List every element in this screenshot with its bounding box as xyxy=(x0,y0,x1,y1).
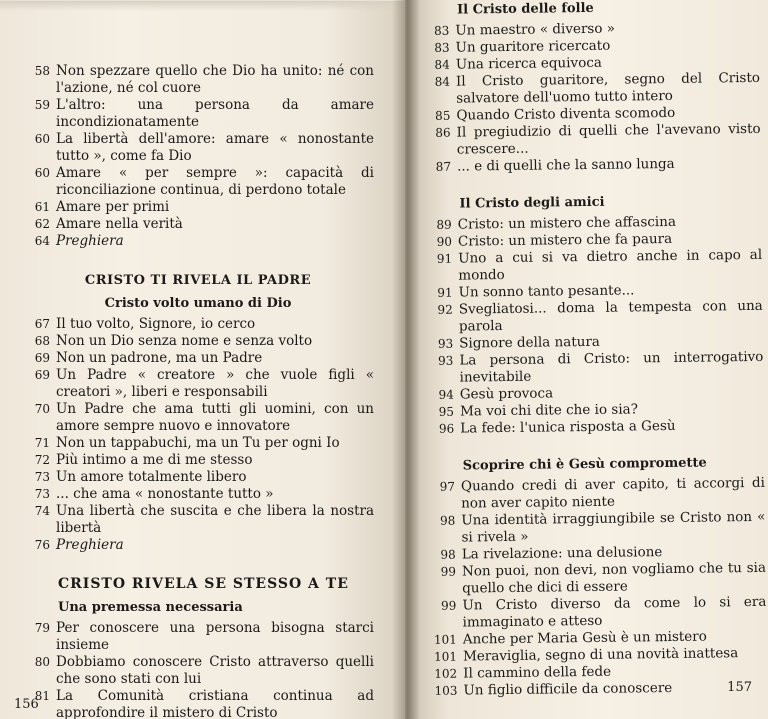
right-toc-column xyxy=(421,0,768,700)
toc-page-number: 83 xyxy=(434,40,450,55)
toc-entry xyxy=(22,199,374,216)
toc-entry xyxy=(22,63,374,97)
toc-page-number: 102 xyxy=(434,666,458,681)
toc-page-number: 97 xyxy=(439,479,456,494)
toc-page-number: 73 xyxy=(34,487,50,501)
toc-page-number: 76 xyxy=(34,538,50,552)
toc-page-number: 80 xyxy=(34,655,50,669)
toc-entry xyxy=(429,679,767,700)
toc-block xyxy=(22,63,374,250)
toc-page-number: 96 xyxy=(438,421,455,436)
toc-page-number: 94 xyxy=(438,387,454,402)
toc-page-number: 64 xyxy=(34,234,50,248)
toc-entry-title: ... e di quelli che la sanno lunga xyxy=(456,155,675,175)
toc-page-number: 84 xyxy=(434,57,450,72)
toc-page-number: 89 xyxy=(436,217,452,232)
toc-entry xyxy=(22,316,374,333)
left-toc-column xyxy=(22,63,374,719)
toc-page-number: 99 xyxy=(440,564,457,579)
toc-entry-title: La persona di Cristo: un interrogativo inevitabile xyxy=(459,348,764,386)
toc-page-number: 62 xyxy=(34,217,50,231)
toc-page-number: 58 xyxy=(34,64,50,78)
toc-entry xyxy=(428,560,766,598)
toc-page-number: 81 xyxy=(34,689,50,703)
toc-entry xyxy=(22,469,374,486)
toc-page-number: 87 xyxy=(435,159,452,174)
toc-entry xyxy=(427,509,765,547)
toc-entry-title: Signore della natura xyxy=(459,333,601,352)
toc-entry-title: La Comunità cristiana continua ad approfondire il mistero di Cristo xyxy=(56,688,374,719)
toc-page-number: 74 xyxy=(34,504,50,518)
toc-page-number: 90 xyxy=(436,234,453,249)
toc-entry-title: Amare « per sempre »: capacità di riconciliazione continua, di perdono totale xyxy=(56,165,374,198)
toc-page-number: 59 xyxy=(34,98,50,112)
toc-entry-title: Per conoscere una persona bisogna starci insieme xyxy=(56,620,374,653)
toc-entry-title: Il Cristo guaritore, segno del Cristo salvatore dell'uomo tutto intero xyxy=(455,69,761,107)
section-heading: Cristo volto umano di Dio xyxy=(104,296,292,311)
toc-page-number: 72 xyxy=(34,453,50,467)
toc-entry-title: Anche per Maria Gesù è un mistero xyxy=(462,628,707,648)
toc-entry-title: Quando Cristo diventa scomodo xyxy=(456,104,676,124)
toc-entry-title: Preghiera xyxy=(56,537,124,553)
toc-entry-title: Gesù provoca xyxy=(459,385,554,403)
toc-entry-title: Un amore totalmente libero xyxy=(56,469,247,485)
toc-entry xyxy=(425,349,763,387)
toc-page-number: 69 xyxy=(34,351,50,365)
section-heading: Una premessa necessaria xyxy=(58,600,243,615)
toc-entry-title: Non spezzare quello che Dio ha unito: né con l'azione, né col cuore xyxy=(56,63,374,96)
toc-entry-title: Non un Dio senza nome e senza volto xyxy=(56,333,313,349)
toc-entry-title: Una ricerca equivoca xyxy=(455,54,602,73)
toc-entry xyxy=(428,594,766,632)
right-page xyxy=(405,0,768,719)
toc-entry-title: Un maestro « diverso » xyxy=(455,20,616,39)
toc-entry-title: Una libertà che suscita e che libera la nostra libertà xyxy=(56,503,374,536)
toc-page-number: 71 xyxy=(34,436,50,450)
page-number: 157 xyxy=(727,680,752,695)
toc-entry-title: Un Padre « creatore » che vuole figli « creatori », liberi e responsabili xyxy=(56,367,374,400)
toc-page-number: 70 xyxy=(34,402,50,416)
toc-entry-title: Un figlio difficile da conoscere xyxy=(463,679,673,699)
toc-entry xyxy=(22,537,374,554)
toc-page-number: 68 xyxy=(34,334,50,348)
toc-page-number: 73 xyxy=(34,470,50,484)
toc-entry-title: Più intimo a me di me stesso xyxy=(56,452,253,468)
toc-entry-title: La fede: l'unica risposta a Gesù xyxy=(460,417,676,437)
toc-entry-title: Non un tappabuchi, ma un Tu per ogni Io xyxy=(56,435,340,451)
page-top-shadow xyxy=(0,1,405,11)
toc-entry-title: Il tuo volto, Signore, io cerco xyxy=(56,316,256,332)
toc-entry-title: Meraviglia, segno di una novità inattesa xyxy=(462,645,739,665)
toc-entry-title: Dobbiamo conoscere Cristo attraverso quelli che sono stati con lui xyxy=(56,654,374,687)
toc-page-number: 93 xyxy=(437,336,454,351)
toc-entry-title: Un sonno tanto pesante... xyxy=(458,282,635,301)
page-number: 156 xyxy=(14,697,39,712)
toc-page-number: 103 xyxy=(434,683,458,698)
section-heading: Il Cristo delle folle xyxy=(457,0,594,18)
toc-entry xyxy=(22,131,374,165)
toc-entry-title: Un guaritore ricercato xyxy=(455,37,611,56)
toc-page-number: 93 xyxy=(438,353,454,368)
section-heading: Il Cristo degli amici xyxy=(459,194,605,212)
toc-page-number: 67 xyxy=(34,317,50,331)
toc-entry-title: Non puoi, non devi, non vogliamo che tu sia quello che dici di essere xyxy=(461,559,767,597)
toc-entry xyxy=(22,452,374,469)
toc-page-number: 92 xyxy=(437,302,453,317)
chapter-heading: CRISTO TI RIVELA IL PADRE xyxy=(84,273,312,288)
toc-entry-title: La rivelazione: una delusione xyxy=(461,544,663,563)
toc-entry xyxy=(22,486,374,503)
toc-entry xyxy=(22,333,374,350)
toc-page-number: 69 xyxy=(34,368,50,382)
toc-page-number: 98 xyxy=(440,547,456,562)
toc-entry-title: Cristo: un mistero che affascina xyxy=(457,213,677,233)
toc-entry-title: Il pregiudizio di quelli che l'avevano visto crescere... xyxy=(456,120,761,158)
toc-entry-title: Amare per primi xyxy=(56,199,170,215)
toc-entry xyxy=(22,233,374,250)
toc-entry xyxy=(22,97,374,131)
toc-block xyxy=(22,316,374,554)
toc-page-number: 86 xyxy=(435,125,451,140)
toc-entry xyxy=(22,165,374,199)
toc-entry-title: Ma voi chi dite che io sia? xyxy=(459,401,638,420)
toc-page-number: 91 xyxy=(437,285,453,300)
toc-block xyxy=(22,620,374,719)
toc-entry-title: Quando credi di aver capito, ti accorgi di non aver capito niente xyxy=(460,474,766,512)
toc-page-number: 85 xyxy=(435,108,451,123)
toc-entry-title: La libertà dell'amore: amare « nonostante tutto », come fa Dio xyxy=(56,131,374,164)
toc-entry-title: ... che ama « nonostante tutto » xyxy=(56,486,274,502)
toc-entry-title: Amare nella verità xyxy=(56,216,183,232)
toc-entry xyxy=(423,121,761,159)
toc-entry xyxy=(425,298,763,336)
toc-entry-title: Uno a cui si va dietro anche in capo al mondo xyxy=(458,246,763,284)
toc-entry-title: Il cammino della fede xyxy=(463,663,612,682)
toc-entry xyxy=(22,401,374,435)
toc-page-number: 61 xyxy=(34,200,50,214)
toc-entry-title: Svegliatosi... doma la tempesta con una parola xyxy=(458,297,763,335)
toc-page-number: 101 xyxy=(433,632,457,647)
toc-page-number: 83 xyxy=(434,23,450,38)
toc-entry xyxy=(422,70,760,108)
toc-entry xyxy=(22,216,374,233)
toc-block xyxy=(421,19,761,176)
toc-page-number: 95 xyxy=(438,404,455,419)
toc-page-number: 60 xyxy=(34,132,50,146)
toc-entry-title: Un Cristo diverso da come lo si era immaginato e atteso xyxy=(462,593,767,631)
toc-entry xyxy=(427,475,765,513)
toc-page-number: 99 xyxy=(441,598,457,613)
toc-entry-title: L'altro: una persona da amare incondizionatamente xyxy=(56,97,374,130)
toc-page-number: 60 xyxy=(34,166,50,180)
toc-page-number: 91 xyxy=(436,251,453,266)
section-heading: Scoprire chi è Gesù compromette xyxy=(462,455,707,474)
toc-entry xyxy=(22,620,374,654)
toc-page-number: 84 xyxy=(434,74,451,89)
toc-entry xyxy=(22,435,374,452)
toc-entry xyxy=(22,654,374,688)
toc-entry-title: Cristo: un mistero che fa paura xyxy=(457,230,673,250)
toc-entry xyxy=(424,247,762,285)
toc-entry-title: Non un padrone, ma un Padre xyxy=(56,350,263,366)
toc-page-number: 98 xyxy=(439,513,456,528)
toc-entry-title: Una identità irraggiungibile se Cristo non « si rivela » xyxy=(461,508,766,546)
toc-entry xyxy=(22,367,374,401)
toc-page-number: 101 xyxy=(434,649,458,664)
chapter-heading: CRISTO RIVELA SE STESSO A TE xyxy=(58,576,349,592)
toc-entry xyxy=(22,503,374,537)
toc-entry xyxy=(22,350,374,367)
toc-block xyxy=(427,475,768,700)
toc-block xyxy=(424,213,765,438)
toc-entry-title: Preghiera xyxy=(56,233,124,249)
toc-page-number: 79 xyxy=(34,621,50,635)
toc-entry-title: Un Padre che ama tutti gli uomini, con un amore sempre nuovo e innovatore xyxy=(56,401,374,434)
toc-entry xyxy=(22,688,374,719)
